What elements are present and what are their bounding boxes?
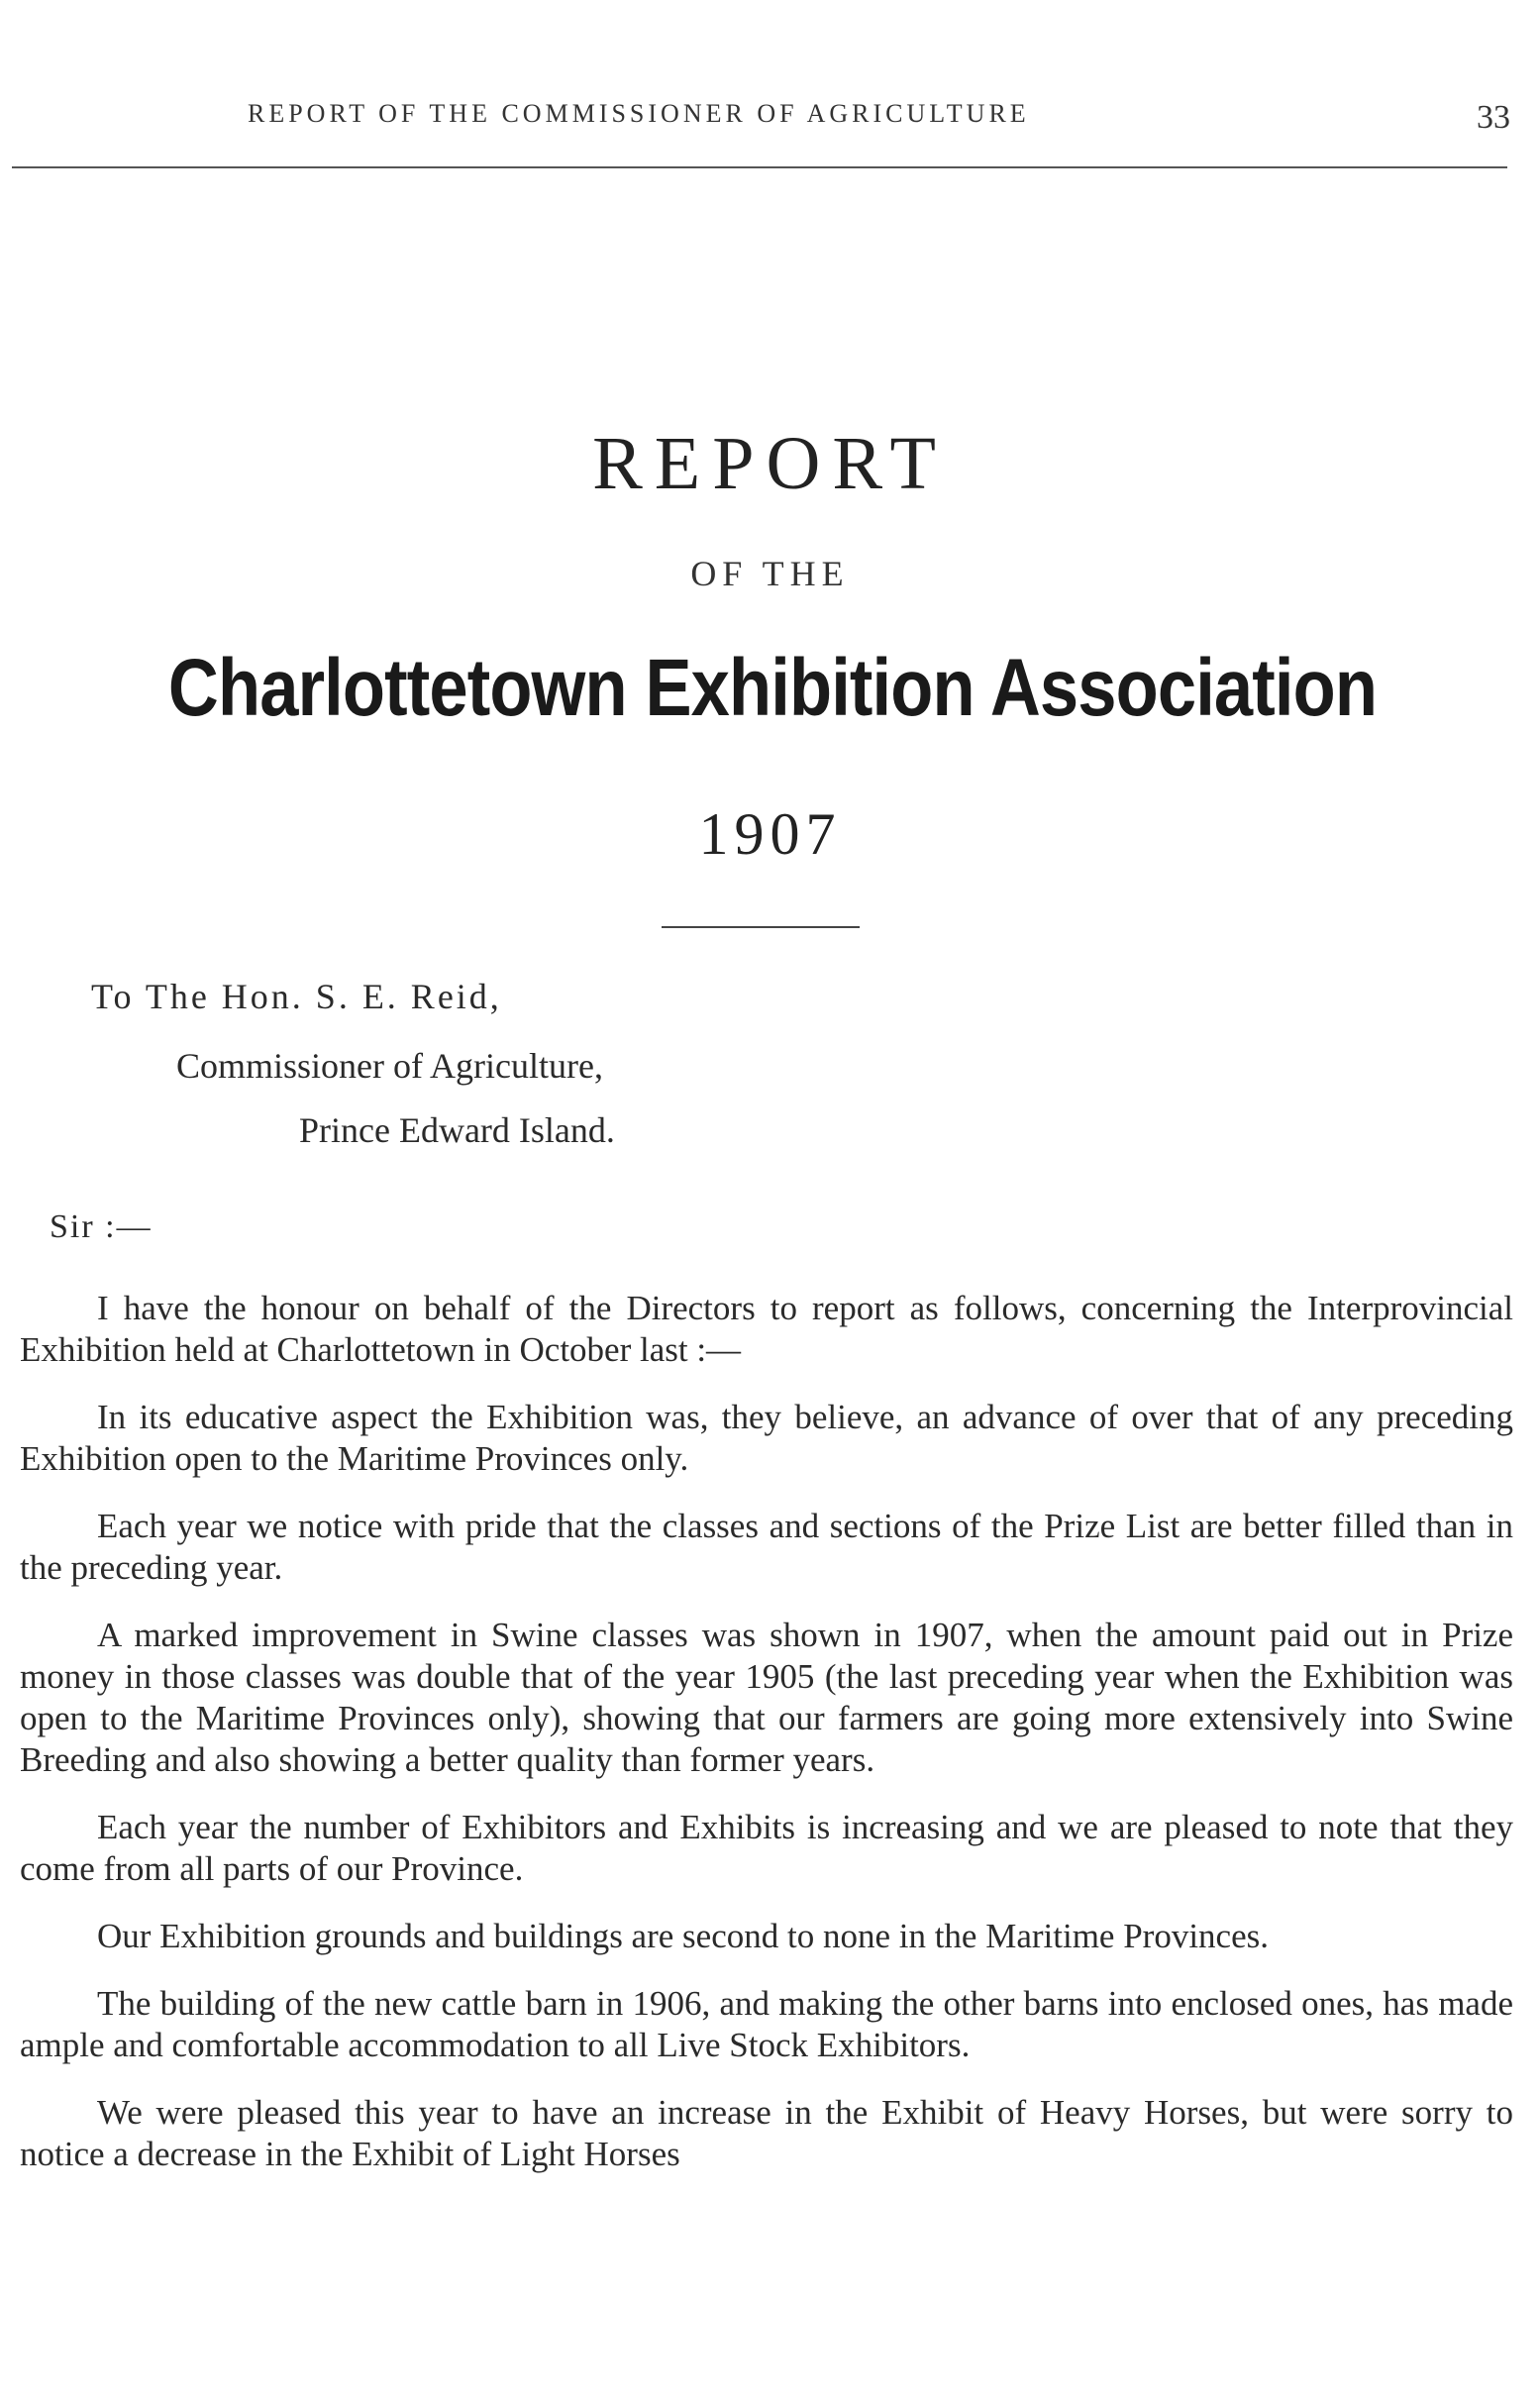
paragraph: I have the honour on behalf of the Directors to report as follows, concerning the Interprovincial Exhibition held at Charlottetown in October last :— <box>20 1289 1513 1369</box>
report-title: REPORT <box>592 422 948 505</box>
addressee-name: To The Hon. S. E. Reid, <box>91 977 502 1016</box>
paragraph: We were pleased this year to have an increase in the Exhibit of Heavy Horses, but were sorry to notice a decrease in the Exhibit of Light Horses <box>20 2093 1513 2173</box>
addressee-title: Commissioner of Agriculture, <box>176 1046 603 1086</box>
salutation: Sir :— <box>50 1208 153 1245</box>
paragraph: Our Exhibition grounds and buildings are second to none in the Maritime Provinces. <box>97 1917 1269 1955</box>
paragraph: The building of the new cattle barn in 1906, and making the other barns into enclosed ones, has made ample and comfortable accommodation to all Live Stock Exhibitors. <box>20 1984 1513 2064</box>
report-subtitle: OF THE <box>690 554 850 593</box>
paragraph: A marked improvement in Swine classes was shown in 1907, when the amount paid out in Prize money in those classes was double that of the year 1905 (the last preceding year when the Exhibition was open to the Maritime Provinces only), showing that our farmers are going more extensively into Swine Breeding and also showing a better quality than former years. <box>20 1616 1513 1779</box>
header-rule <box>12 166 1507 168</box>
report-body <box>20 1288 1513 2201</box>
report-year: 1907 <box>698 801 842 867</box>
running-header: REPORT OF THE COMMISSIONER OF AGRICULTURE <box>248 99 1030 128</box>
title-divider <box>662 926 860 928</box>
paragraph: Each year we notice with pride that the classes and sections of the Prize List are better filled than in the preceding year. <box>20 1507 1513 1587</box>
page-number: 33 <box>1477 99 1510 136</box>
paragraph: Each year the number of Exhibitors and Exhibits is increasing and we are pleased to note that they come from all parts of our Province. <box>20 1808 1513 1888</box>
paragraph: In its educative aspect the Exhibition was, they believe, an advance of over that of any preceding Exhibition open to the Maritime Provinces only. <box>20 1398 1513 1478</box>
addressee-location: Prince Edward Island. <box>299 1110 615 1150</box>
organization-title: Charlottetown Exhibition Association <box>167 643 1378 733</box>
